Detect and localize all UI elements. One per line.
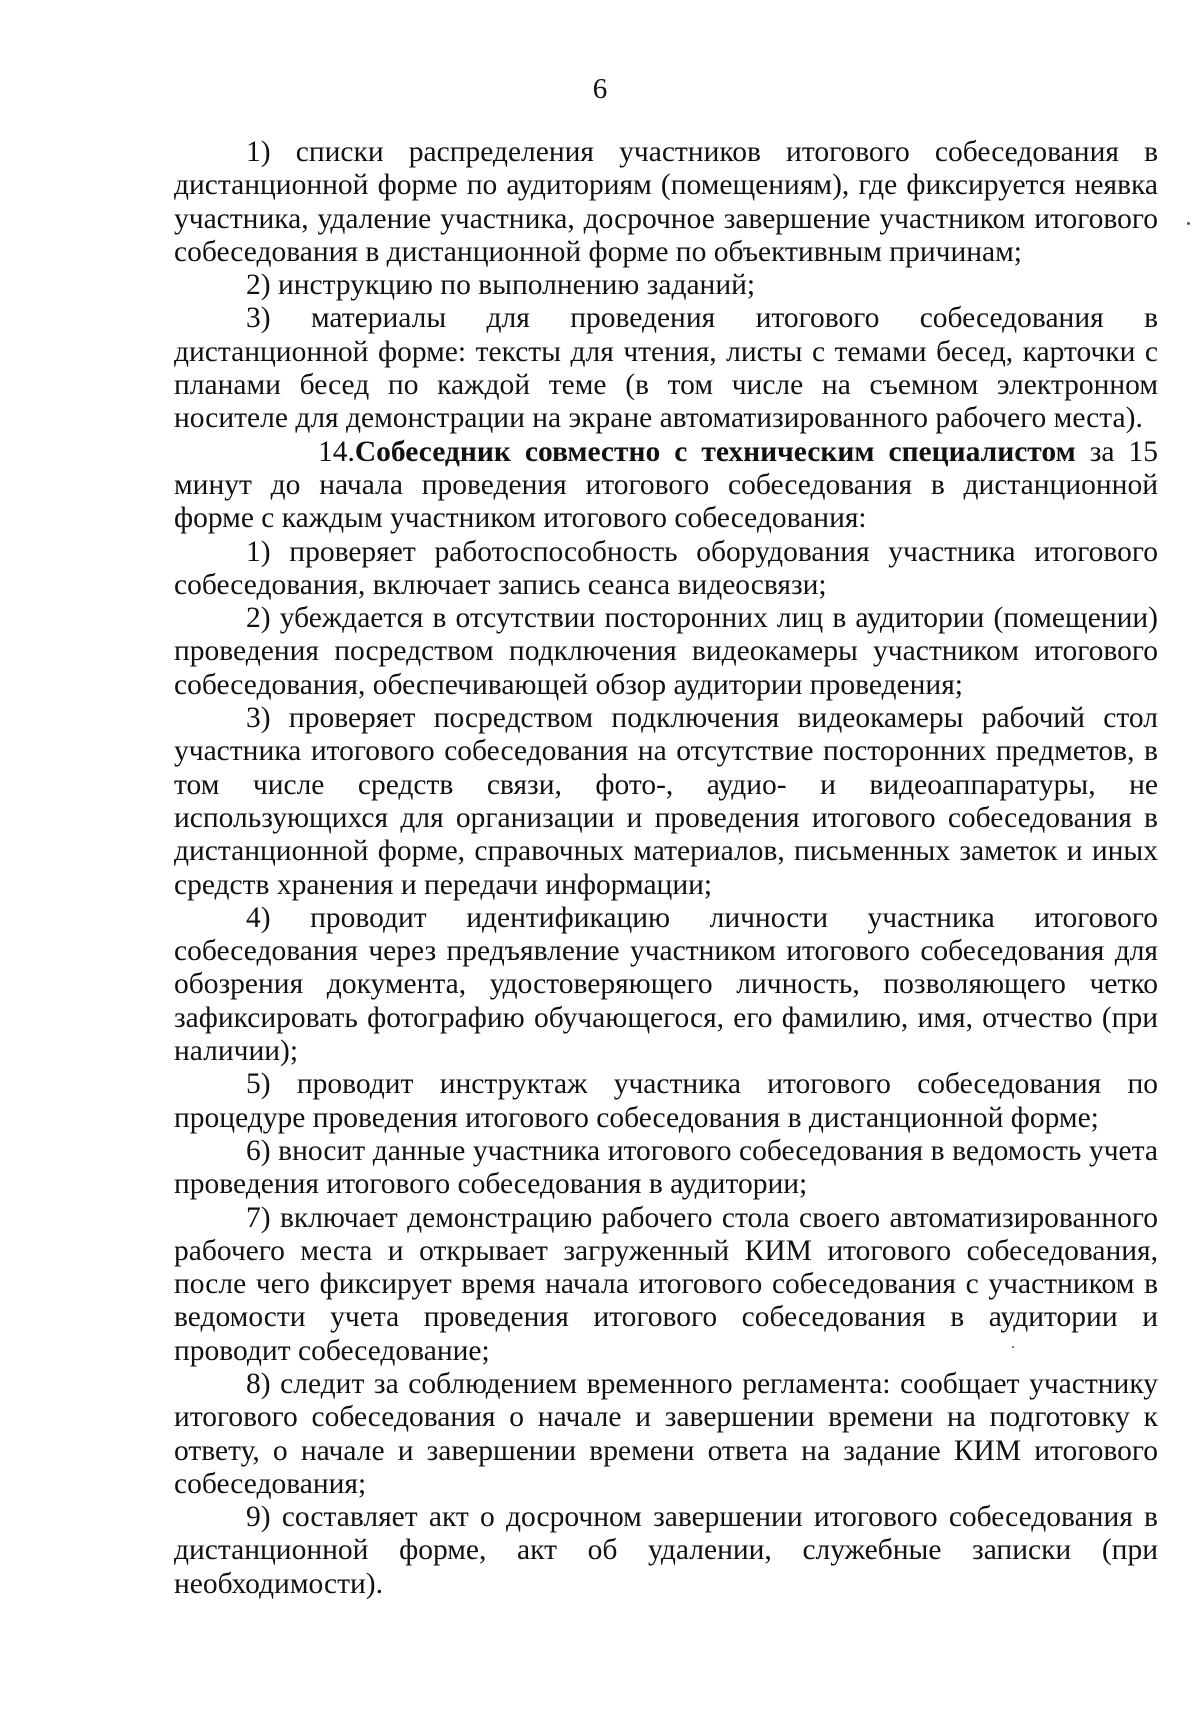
paragraph-section-14 bbox=[174, 436, 1158, 536]
subitem-9: 9) составляет акт о досрочном завершении итогового собеседования в дистанционной форме, акт об удалении, служебные записки (при необходимости). bbox=[174, 1501, 1158, 1600]
subitem-4: 4) проводит идентификацию личности участника итогового собеседования через предъявление участником итогового собеседования для обозрения документа, удостоверяющего личность, позволяющего четко зафиксировать фотографию обучающегося, его фамилию, имя, отчество (при наличии); bbox=[174, 901, 1158, 1068]
section-number: 14. bbox=[318, 435, 355, 468]
section-text: за 15 минут до начала проведения итогового собеседования в дистанционной форме с каждым участником итогового собеседования: bbox=[174, 435, 1159, 535]
scan-speck bbox=[1012, 1346, 1014, 1348]
subitem-6: 6) вносит данные участника итогового собеседования в ведомость учета проведения итогового собеседования в аудитории; bbox=[174, 1134, 1158, 1201]
subitem-2: 2) убеждается в отсутствии посторонних лиц в аудитории (помещении) проведения посредством подключения видеокамеры участником итогового собеседования, обеспечивающей обзор аудитории проведения; bbox=[174, 602, 1158, 701]
document-body bbox=[174, 136, 1158, 1601]
section-bold-lead: Собеседник совместно с техническим специалистом bbox=[354, 435, 1076, 468]
subitem-3: 3) проверяет посредством подключения видеокамеры рабочий стол участника итогового собеседования на отсутствие посторонних предметов, в том числе средств связи, фото-, аудио- и видеоаппаратуры, не использующихся для организации и проведения итогового собеседования в дистанционной форме, справочных материалов, письменных заметок и иных средств хранения и передачи информации; bbox=[174, 702, 1158, 901]
paragraph-list-item-2: 2) инструкцию по выполнению заданий; bbox=[246, 269, 756, 302]
paragraph-list-item-3: 3) материалы для проведения итогового собеседования в дистанционной форме: тексты для чтения, листы с темами бесед, карточки с планами бесед по каждой теме (в том числе на съемном электронном носителе для демонстрации на экране автоматизированного рабочего места). bbox=[174, 302, 1158, 435]
subitem-5: 5) проводит инструктаж участника итогового собеседования по процедуре проведения итогового собеседования в дистанционной форме; bbox=[174, 1068, 1158, 1134]
subitem-1: 1) проверяет работоспособность оборудования участника итогового собеседования, включает запись сеанса видеосвязи; bbox=[174, 535, 1158, 601]
subitem-7: 7) включает демонстрацию рабочего стола своего автоматизированного рабочего места и открывает загруженный КИМ итогового собеседования, после чего фиксирует время начала итогового собеседования с участником в ведомости учета проведения итогового собеседования в аудитории и проводит собеседование; bbox=[174, 1201, 1158, 1367]
page-number: 6 bbox=[592, 73, 608, 105]
subitem-8: 8) следит за соблюдением временного регламента: сообщает участнику итогового собеседования о начале и завершении времени на подготовку к ответу, о начале и завершении времени ответа на задание КИМ итогового собеседования; bbox=[174, 1367, 1158, 1500]
scan-speck bbox=[1187, 222, 1190, 225]
paragraph-list-item-1: 1) списки распределения участников итогового собеседования в дистанционной форме по аудиториям (помещениям), где фиксируется неявка участника, удаление участника, досрочное завершение участником итогового собеседования в дистанционной форме по объективным причинам; bbox=[174, 136, 1158, 268]
